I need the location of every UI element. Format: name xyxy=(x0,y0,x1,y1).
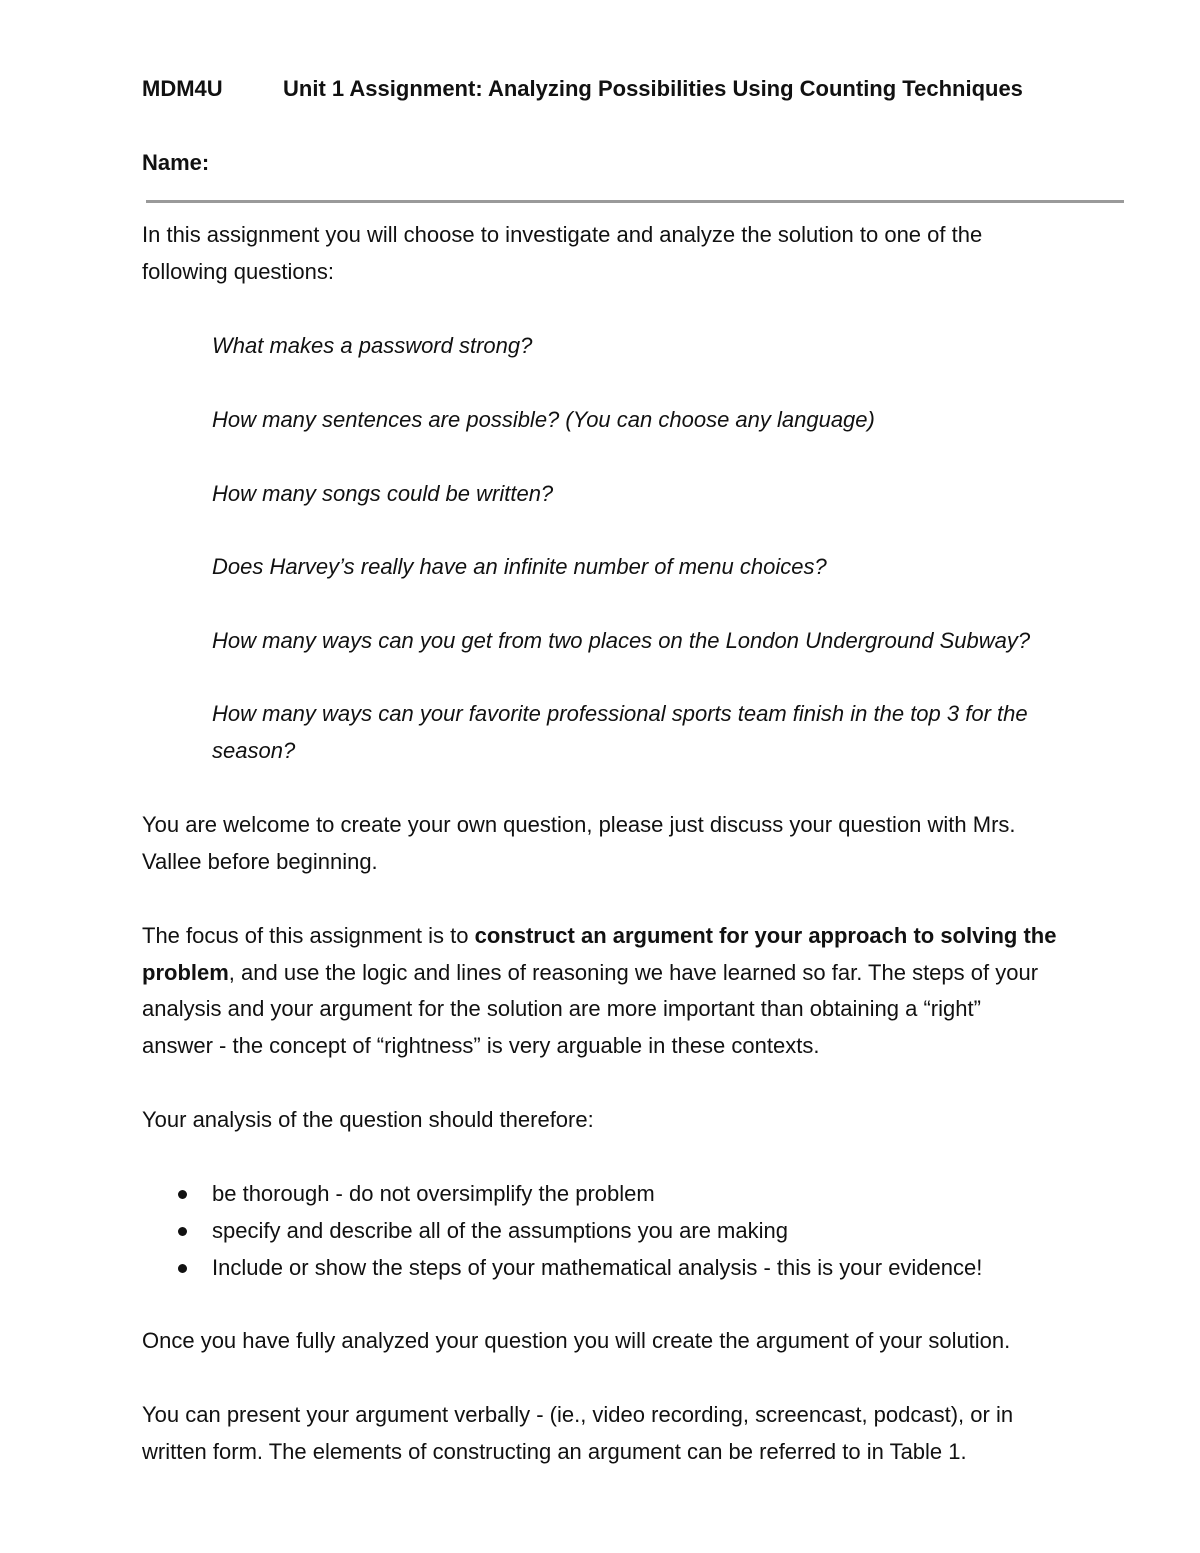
name-label: Name: xyxy=(142,150,210,175)
analysis-intro: Your analysis of the question should therefore: xyxy=(142,1107,594,1132)
present-line-2: written form. The elements of constructing an argument can be referred to in Table 1. xyxy=(142,1439,967,1464)
question-harveys: Does Harvey’s really have an infinite number of menu choices? xyxy=(212,554,827,579)
focus-bold-1: construct an argument for your approach to solving the xyxy=(474,923,1057,948)
question-underground: How many ways can you get from two places on the London Underground Subway? xyxy=(212,628,1031,653)
focus-pre: The focus of this assignment is to xyxy=(142,923,475,948)
course-code: MDM4U xyxy=(142,76,223,101)
bullet-dot xyxy=(178,1264,187,1273)
own-question-line-2: Vallee before beginning. xyxy=(142,849,378,874)
focus-line-1 xyxy=(142,917,1056,954)
bullet-dot xyxy=(178,1190,187,1199)
question-sports-line-2: season? xyxy=(212,738,296,763)
focus-bold-2: problem xyxy=(142,960,229,985)
question-sports-line-1: How many ways can your favorite professional sports team finish in the top 3 for the xyxy=(212,701,1028,726)
once-paragraph: Once you have fully analyzed your question you will create the argument of your solution. xyxy=(142,1328,1011,1353)
bullet-item-1: be thorough - do not oversimplify the problem xyxy=(212,1181,655,1206)
question-sentences: How many sentences are possible? (You can choose any language) xyxy=(212,407,875,432)
question-password: What makes a password strong? xyxy=(212,333,533,358)
intro-line-1: In this assignment you will choose to investigate and analyze the solution to one of the xyxy=(142,222,983,247)
intro-line-2: following questions: xyxy=(142,259,335,284)
bullet-item-3: Include or show the steps of your mathematical analysis - this is your evidence! xyxy=(212,1255,983,1280)
present-line-1: You can present your argument verbally - (ie., video recording, screencast, podcast), or in xyxy=(142,1402,1014,1427)
focus-post-2: , and use the logic and lines of reasoning we have learned so far. The steps of your xyxy=(228,960,1039,985)
question-songs: How many songs could be written? xyxy=(212,481,554,506)
own-question-line-1: You are welcome to create your own question, please just discuss your question with Mrs. xyxy=(142,812,1016,837)
assignment-title: Unit 1 Assignment: Analyzing Possibilities Using Counting Techniques xyxy=(283,76,1023,101)
focus-line-2 xyxy=(142,954,1038,991)
focus-line-3: analysis and your argument for the solution are more important than obtaining a “right” xyxy=(142,996,981,1021)
focus-line-4: answer - the concept of “rightness” is very arguable in these contexts. xyxy=(142,1033,820,1058)
name-underline xyxy=(146,200,1124,203)
bullet-item-2: specify and describe all of the assumptions you are making xyxy=(212,1218,788,1243)
bullet-dot xyxy=(178,1227,187,1236)
